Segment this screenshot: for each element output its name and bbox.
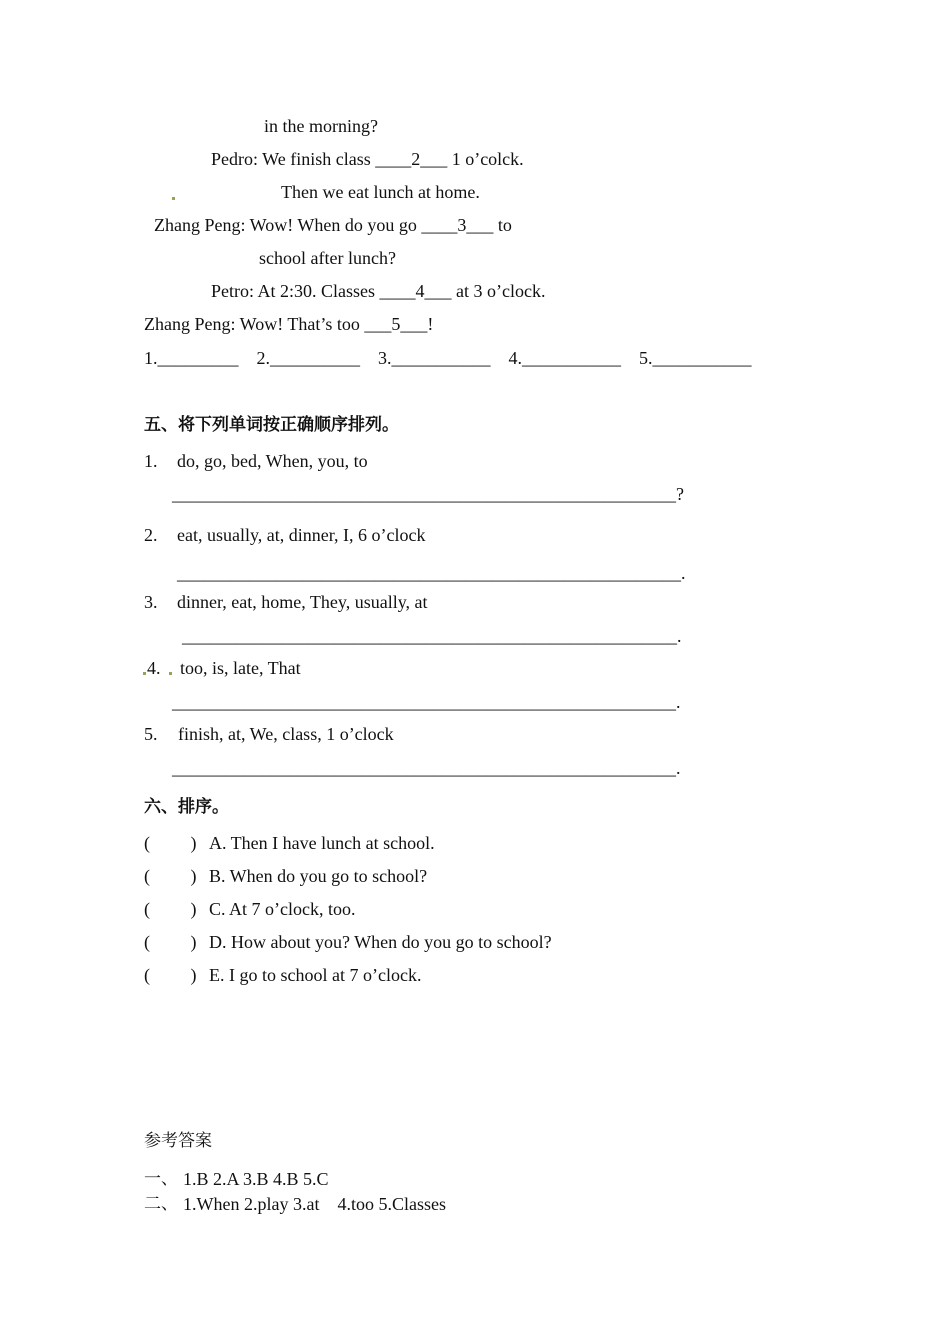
dialogue-line-2: Pedro: We finish class ____2___ 1 o’colck. bbox=[211, 149, 524, 169]
section-5-item-number: 3. bbox=[144, 592, 158, 612]
order-bracket[interactable]: ( ) bbox=[144, 932, 197, 952]
section-5-item-words: eat, usually, at, dinner, I, 6 o’clock bbox=[177, 525, 426, 545]
section-6-heading: 六、排序。 bbox=[144, 797, 229, 817]
dialogue-line-5: school after lunch? bbox=[259, 248, 396, 268]
answer-key-prefix-1: 一、 bbox=[144, 1169, 178, 1189]
order-sentence: B. When do you go to school? bbox=[209, 866, 428, 886]
order-bracket[interactable]: ( ) bbox=[144, 833, 197, 853]
section-5-heading: 五、将下列单词按正确顺序排列。 bbox=[144, 415, 399, 435]
answer-line[interactable]: _______________________________________________________. bbox=[182, 626, 682, 646]
answer-key-line-1: 1.B 2.A 3.B 4.B 5.C bbox=[183, 1169, 329, 1189]
answer-line[interactable]: ________________________________________________________? bbox=[172, 484, 684, 504]
section-5-item-number: 5. bbox=[144, 724, 158, 744]
section-5-item-number: 2. bbox=[144, 525, 158, 545]
speck-mark bbox=[143, 672, 146, 675]
order-bracket[interactable]: ( ) bbox=[144, 965, 197, 985]
dialogue-line-7: Zhang Peng: Wow! That’s too ___5___! bbox=[144, 314, 434, 334]
answer-blanks[interactable]: 1._________ 2.__________ 3.___________ 4.___________ 5.___________ bbox=[144, 348, 752, 368]
section-5-item-number: 4. bbox=[147, 658, 161, 678]
section-5-item-words: dinner, eat, home, They, usually, at bbox=[177, 592, 428, 612]
order-bracket[interactable]: ( ) bbox=[144, 899, 197, 919]
section-5-item-number: 1. bbox=[144, 451, 158, 471]
order-sentence: A. Then I have lunch at school. bbox=[209, 833, 435, 853]
answer-key-prefix-2: 二、 bbox=[144, 1194, 178, 1214]
dialogue-line-6: Petro: At 2:30. Classes ____4___ at 3 o’clock. bbox=[211, 281, 546, 301]
speck-mark bbox=[169, 672, 172, 675]
dialogue-line-4: Zhang Peng: Wow! When do you go ____3___ to bbox=[154, 215, 512, 235]
dialogue-line-1: in the morning? bbox=[264, 116, 378, 136]
answer-line[interactable]: ________________________________________________________. bbox=[177, 563, 686, 583]
order-sentence: E. I go to school at 7 o’clock. bbox=[209, 965, 422, 985]
answer-line[interactable]: ________________________________________________________. bbox=[172, 758, 681, 778]
order-sentence: D. How about you? When do you go to school? bbox=[209, 932, 552, 952]
answer-key-title: 参考答案 bbox=[144, 1131, 212, 1151]
order-bracket[interactable]: ( ) bbox=[144, 866, 197, 886]
dialogue-line-3: Then we eat lunch at home. bbox=[281, 182, 480, 202]
order-sentence: C. At 7 o’clock, too. bbox=[209, 899, 356, 919]
section-5-item-words: do, go, bed, When, you, to bbox=[177, 451, 368, 471]
answer-line[interactable]: ________________________________________________________. bbox=[172, 692, 681, 712]
section-5-item-words: finish, at, We, class, 1 o’clock bbox=[178, 724, 394, 744]
section-5-item-words: too, is, late, That bbox=[180, 658, 301, 678]
speck-mark bbox=[172, 197, 175, 200]
answer-key-line-2: 1.When 2.play 3.at 4.too 5.Classes bbox=[183, 1194, 446, 1214]
